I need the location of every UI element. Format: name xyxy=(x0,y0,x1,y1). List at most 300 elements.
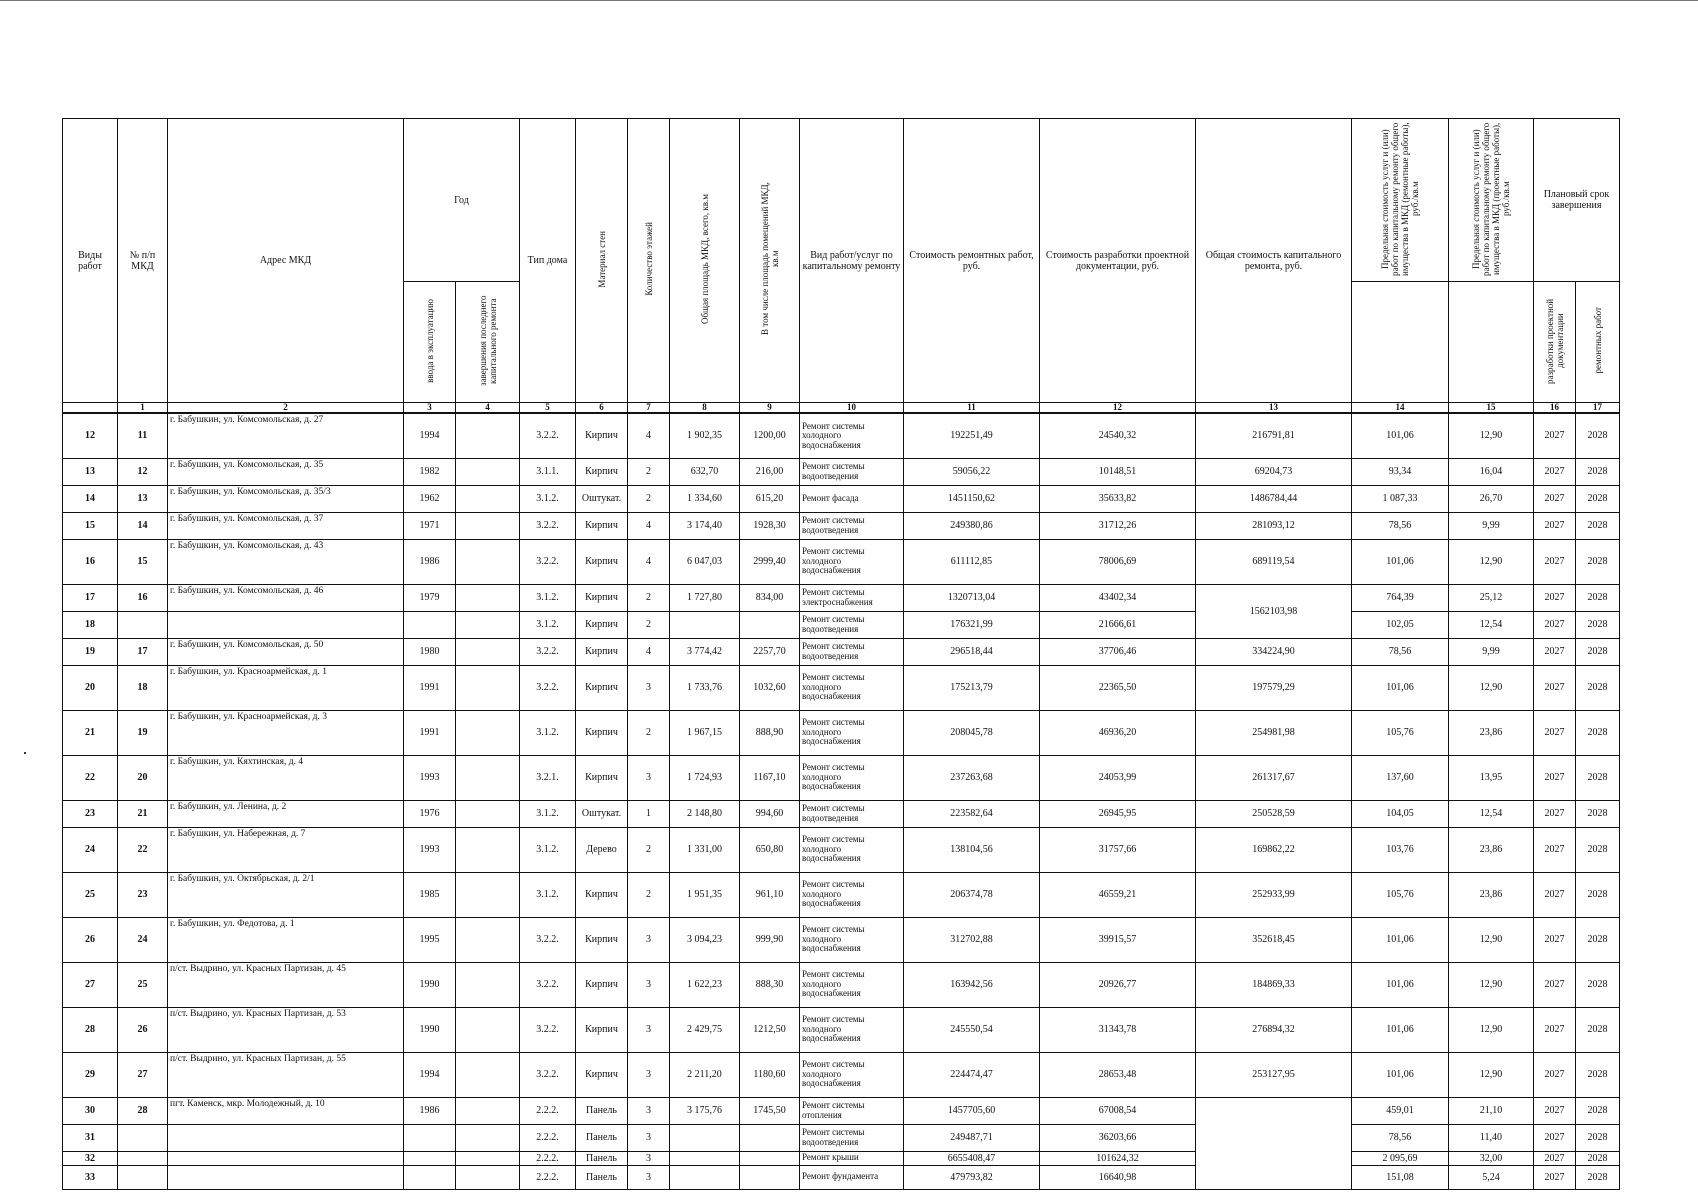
row-deadline-design: 2027 xyxy=(1534,755,1576,800)
row-area-rooms: 994,60 xyxy=(740,800,800,827)
row-deadline-design: 2027 xyxy=(1534,710,1576,755)
row-address xyxy=(168,1151,404,1165)
row-cost-design: 78006,69 xyxy=(1040,539,1196,584)
row-floors: 2 xyxy=(628,611,670,638)
row-house-type: 3.1.2. xyxy=(520,800,576,827)
row-cost-design: 31757,66 xyxy=(1040,827,1196,872)
row-deadline-design: 2027 xyxy=(1534,1052,1576,1097)
row-material: Кирпич xyxy=(576,638,628,665)
table-row xyxy=(63,539,1620,584)
row-area-rooms: 2999,40 xyxy=(740,539,800,584)
row-year-last-repair xyxy=(456,1124,520,1151)
row-year-commission: 1979 xyxy=(404,584,456,611)
col-number: 10 xyxy=(800,403,904,414)
row-cost-repair: 163942,56 xyxy=(904,962,1040,1007)
row-floors: 2 xyxy=(628,827,670,872)
row-work: Ремонт системы холодного водоснабжения xyxy=(800,710,904,755)
row-work: Ремонт системы водоотведения xyxy=(800,458,904,485)
row-year-commission: 1990 xyxy=(404,962,456,1007)
row-cost-total: 334224,90 xyxy=(1196,638,1352,665)
row-area-rooms: 216,00 xyxy=(740,458,800,485)
row-area-total xyxy=(670,1151,740,1165)
row-material: Дерево xyxy=(576,827,628,872)
row-work: Ремонт системы холодного водоснабжения xyxy=(800,1007,904,1052)
row-area-rooms: 1167,10 xyxy=(740,755,800,800)
row-floors: 3 xyxy=(628,755,670,800)
header-deadline-design: разработки проектной документации xyxy=(1534,282,1576,403)
row-address: пгт. Каменск, мкр. Молодежный, д. 10 xyxy=(168,1097,404,1124)
row-year-last-repair xyxy=(456,1165,520,1189)
row-deadline-design: 2027 xyxy=(1534,872,1576,917)
row-year-last-repair xyxy=(456,962,520,1007)
row-year-commission: 1976 xyxy=(404,800,456,827)
row-house-type: 2.2.2. xyxy=(520,1097,576,1124)
header-limit-repair: Предельная стоимость услуг и (или) работ по капитальному ремонту общего имущества в МКД (ремонтные работы), руб./кв.м xyxy=(1352,119,1449,282)
row-deadline-repair: 2028 xyxy=(1576,917,1620,962)
row-year-last-repair xyxy=(456,755,520,800)
row-limit-design: 12,90 xyxy=(1449,665,1534,710)
row-house-type: 3.2.2. xyxy=(520,917,576,962)
row-deadline-design: 2027 xyxy=(1534,1165,1576,1189)
row-cost-repair: 175213,79 xyxy=(904,665,1040,710)
row-floors: 3 xyxy=(628,917,670,962)
row-limit-repair: 105,76 xyxy=(1352,872,1449,917)
row-floors: 3 xyxy=(628,1151,670,1165)
row-work: Ремонт системы холодного водоснабжения xyxy=(800,962,904,1007)
row-limit-design: 12,54 xyxy=(1449,611,1534,638)
row-cost-design: 31712,26 xyxy=(1040,512,1196,539)
row-limit-design: 5,24 xyxy=(1449,1165,1534,1189)
row-house-type: 2.2.2. xyxy=(520,1165,576,1189)
row-work: Ремонт системы водоотведения xyxy=(800,638,904,665)
row-deadline-design: 2027 xyxy=(1534,827,1576,872)
table-row xyxy=(63,1151,1620,1165)
header-work: Вид работ/услуг по капитальному ремонту xyxy=(800,119,904,403)
header-year: Год xyxy=(404,119,520,282)
row-deadline-repair: 2028 xyxy=(1576,413,1620,458)
row-area-rooms: 2257,70 xyxy=(740,638,800,665)
row-address: г. Бабушкин, ул. Комсомольская, д. 37 xyxy=(168,512,404,539)
row-deadline-design: 2027 xyxy=(1534,1124,1576,1151)
header-house-type: Тип дома xyxy=(520,119,576,403)
row-area-total: 1 331,00 xyxy=(670,827,740,872)
table-row xyxy=(63,485,1620,512)
row-floors: 2 xyxy=(628,710,670,755)
row-area-total: 2 148,80 xyxy=(670,800,740,827)
row-floors: 2 xyxy=(628,584,670,611)
row-year-last-repair xyxy=(456,872,520,917)
row-deadline-design: 2027 xyxy=(1534,665,1576,710)
row-cost-total: 281093,12 xyxy=(1196,512,1352,539)
row-limit-design: 12,90 xyxy=(1449,413,1534,458)
col-number: 3 xyxy=(404,403,456,414)
row-cost-total: 197579,29 xyxy=(1196,665,1352,710)
row-limit-design: 23,86 xyxy=(1449,827,1534,872)
table-row xyxy=(63,800,1620,827)
row-area-rooms: 999,90 xyxy=(740,917,800,962)
row-cost-total: 689119,54 xyxy=(1196,539,1352,584)
row-house-type: 2.2.2. xyxy=(520,1124,576,1151)
row-vid: 15 xyxy=(63,512,118,539)
table-row xyxy=(63,872,1620,917)
scan-dot xyxy=(24,752,26,754)
row-deadline-design: 2027 xyxy=(1534,1097,1576,1124)
row-deadline-design: 2027 xyxy=(1534,611,1576,638)
row-house-type: 3.2.2. xyxy=(520,512,576,539)
row-limit-design: 12,90 xyxy=(1449,1007,1534,1052)
row-year-commission: 1994 xyxy=(404,1052,456,1097)
row-deadline-repair: 2028 xyxy=(1576,512,1620,539)
row-limit-repair: 105,76 xyxy=(1352,710,1449,755)
row-cost-repair: 479793,82 xyxy=(904,1165,1040,1189)
row-year-commission: 1985 xyxy=(404,872,456,917)
row-area-total: 6 047,03 xyxy=(670,539,740,584)
row-vid: 21 xyxy=(63,710,118,755)
row-area-total: 3 094,23 xyxy=(670,917,740,962)
row-num: 27 xyxy=(118,1052,168,1097)
row-cost-total: 184869,33 xyxy=(1196,962,1352,1007)
header-cost-design: Стоимость разработки проектной документации, руб. xyxy=(1040,119,1196,403)
row-area-total: 1 622,23 xyxy=(670,962,740,1007)
row-area-total: 1 967,15 xyxy=(670,710,740,755)
row-cost-design: 10148,51 xyxy=(1040,458,1196,485)
row-house-type: 2.2.2. xyxy=(520,1151,576,1165)
row-area-total: 3 174,40 xyxy=(670,512,740,539)
row-year-commission xyxy=(404,1124,456,1151)
row-cost-total: 261317,67 xyxy=(1196,755,1352,800)
row-vid: 27 xyxy=(63,962,118,1007)
row-material: Панель xyxy=(576,1165,628,1189)
header-floors: Количество этажей xyxy=(628,119,670,403)
row-cost-repair: 296518,44 xyxy=(904,638,1040,665)
col-number: 7 xyxy=(628,403,670,414)
row-vid: 31 xyxy=(63,1124,118,1151)
row-cost-repair: 208045,78 xyxy=(904,710,1040,755)
row-cost-repair: 6655408,47 xyxy=(904,1151,1040,1165)
row-cost-repair: 1451150,62 xyxy=(904,485,1040,512)
table-row xyxy=(63,1007,1620,1052)
table-row xyxy=(63,1052,1620,1097)
table-row xyxy=(63,611,1620,638)
row-cost-design: 35633,82 xyxy=(1040,485,1196,512)
row-house-type: 3.1.2. xyxy=(520,827,576,872)
row-cost-repair: 206374,78 xyxy=(904,872,1040,917)
row-house-type: 3.1.2. xyxy=(520,710,576,755)
row-year-last-repair xyxy=(456,827,520,872)
table-row xyxy=(63,638,1620,665)
row-material: Панель xyxy=(576,1151,628,1165)
row-deadline-repair: 2028 xyxy=(1576,1124,1620,1151)
row-material: Кирпич xyxy=(576,584,628,611)
row-area-total xyxy=(670,611,740,638)
col-number: 14 xyxy=(1352,403,1449,414)
row-vid: 28 xyxy=(63,1007,118,1052)
row-area-rooms: 615,20 xyxy=(740,485,800,512)
row-num: 19 xyxy=(118,710,168,755)
row-limit-repair: 101,06 xyxy=(1352,962,1449,1007)
row-vid: 19 xyxy=(63,638,118,665)
row-year-commission: 1986 xyxy=(404,1097,456,1124)
row-address: п/ст. Выдрино, ул. Красных Партизан, д. 53 xyxy=(168,1007,404,1052)
row-floors: 2 xyxy=(628,485,670,512)
row-deadline-repair: 2028 xyxy=(1576,638,1620,665)
row-vid: 25 xyxy=(63,872,118,917)
row-area-total xyxy=(670,1124,740,1151)
row-address: г. Бабушкин, ул. Ленина, д. 2 xyxy=(168,800,404,827)
row-num: 23 xyxy=(118,872,168,917)
table-row xyxy=(63,512,1620,539)
row-limit-design: 9,99 xyxy=(1449,638,1534,665)
row-deadline-repair: 2028 xyxy=(1576,827,1620,872)
row-limit-repair: 459,01 xyxy=(1352,1097,1449,1124)
row-area-rooms xyxy=(740,1165,800,1189)
row-limit-repair: 78,56 xyxy=(1352,512,1449,539)
header-year-commission: ввода в эксплуатацию xyxy=(404,282,456,403)
row-cost-total: 69204,73 xyxy=(1196,458,1352,485)
header-limit-repair-sub xyxy=(1352,282,1449,403)
row-num: 11 xyxy=(118,413,168,458)
row-limit-repair: 78,56 xyxy=(1352,1124,1449,1151)
row-house-type: 3.2.2. xyxy=(520,539,576,584)
row-material: Кирпич xyxy=(576,413,628,458)
row-cost-design: 16640,98 xyxy=(1040,1165,1196,1189)
row-work: Ремонт системы водоотведения xyxy=(800,611,904,638)
row-limit-repair: 103,76 xyxy=(1352,827,1449,872)
col-number: 8 xyxy=(670,403,740,414)
row-vid: 23 xyxy=(63,800,118,827)
row-vid: 24 xyxy=(63,827,118,872)
row-cost-design: 28653,48 xyxy=(1040,1052,1196,1097)
row-num: 13 xyxy=(118,485,168,512)
row-cost-repair: 59056,22 xyxy=(904,458,1040,485)
row-material: Кирпич xyxy=(576,512,628,539)
table-row xyxy=(63,584,1620,611)
row-limit-repair: 1 087,33 xyxy=(1352,485,1449,512)
row-limit-repair: 102,05 xyxy=(1352,611,1449,638)
row-area-rooms: 888,90 xyxy=(740,710,800,755)
row-material: Кирпич xyxy=(576,1052,628,1097)
row-work: Ремонт системы водоотведения xyxy=(800,1124,904,1151)
row-limit-design: 21,10 xyxy=(1449,1097,1534,1124)
row-area-rooms: 961,10 xyxy=(740,872,800,917)
row-floors: 4 xyxy=(628,638,670,665)
header-deadline: Плановый срок завершения xyxy=(1534,119,1620,282)
row-floors: 2 xyxy=(628,872,670,917)
row-cost-design: 39915,57 xyxy=(1040,917,1196,962)
row-year-commission xyxy=(404,1151,456,1165)
col-number: 16 xyxy=(1534,403,1576,414)
row-num: 22 xyxy=(118,827,168,872)
row-work: Ремонт системы холодного водоснабжения xyxy=(800,917,904,962)
table-row xyxy=(63,665,1620,710)
row-num: 18 xyxy=(118,665,168,710)
row-floors: 4 xyxy=(628,512,670,539)
row-material: Кирпич xyxy=(576,539,628,584)
row-vid: 17 xyxy=(63,584,118,611)
row-num: 16 xyxy=(118,584,168,611)
row-cost-repair: 224474,47 xyxy=(904,1052,1040,1097)
row-address: г. Бабушкин, ул. Комсомольская, д. 27 xyxy=(168,413,404,458)
row-material: Кирпич xyxy=(576,458,628,485)
row-deadline-repair: 2028 xyxy=(1576,665,1620,710)
row-address: г. Бабушкин, ул. Красноармейская, д. 3 xyxy=(168,710,404,755)
col-number: 5 xyxy=(520,403,576,414)
row-year-last-repair xyxy=(456,710,520,755)
row-deadline-design: 2027 xyxy=(1534,1007,1576,1052)
row-year-last-repair xyxy=(456,539,520,584)
row-area-total: 3 774,42 xyxy=(670,638,740,665)
row-area-rooms: 1212,50 xyxy=(740,1007,800,1052)
row-address: г. Бабушкин, ул. Комсомольская, д. 43 xyxy=(168,539,404,584)
row-vid: 18 xyxy=(63,611,118,638)
col-number: 1 xyxy=(118,403,168,414)
row-deadline-design: 2027 xyxy=(1534,413,1576,458)
row-material: Кирпич xyxy=(576,917,628,962)
top-border-line xyxy=(0,0,1698,1)
header-cost-repair: Стоимость ремонтных работ, руб. xyxy=(904,119,1040,403)
row-material: Кирпич xyxy=(576,755,628,800)
row-num: 12 xyxy=(118,458,168,485)
row-area-rooms xyxy=(740,611,800,638)
row-num: 21 xyxy=(118,800,168,827)
row-deadline-design: 2027 xyxy=(1534,584,1576,611)
row-cost-design: 46559,21 xyxy=(1040,872,1196,917)
row-house-type: 3.2.2. xyxy=(520,413,576,458)
row-address: г. Бабушкин, ул. Комсомольская, д. 50 xyxy=(168,638,404,665)
table-row xyxy=(63,458,1620,485)
row-work: Ремонт фасада xyxy=(800,485,904,512)
row-cost-repair: 223582,64 xyxy=(904,800,1040,827)
row-limit-repair: 101,06 xyxy=(1352,665,1449,710)
header-limit-design: Предельная стоимость услуг и (или) работ по капитальному ремонту общего имущества в МКД (проектные работы), руб./кв.м xyxy=(1449,119,1534,282)
row-limit-repair: 2 095,69 xyxy=(1352,1151,1449,1165)
row-house-type: 3.2.2. xyxy=(520,1007,576,1052)
row-area-total: 2 211,20 xyxy=(670,1052,740,1097)
row-cost-total: 1486784,44 xyxy=(1196,485,1352,512)
row-year-commission: 1991 xyxy=(404,665,456,710)
row-deadline-repair: 2028 xyxy=(1576,710,1620,755)
row-limit-design: 26,70 xyxy=(1449,485,1534,512)
row-year-commission: 1993 xyxy=(404,827,456,872)
row-area-total: 632,70 xyxy=(670,458,740,485)
row-deadline-design: 2027 xyxy=(1534,485,1576,512)
row-cost-design: 67008,54 xyxy=(1040,1097,1196,1124)
row-limit-repair: 104,05 xyxy=(1352,800,1449,827)
row-area-rooms: 888,30 xyxy=(740,962,800,1007)
row-floors: 4 xyxy=(628,413,670,458)
row-house-type: 3.1.1. xyxy=(520,458,576,485)
row-year-commission xyxy=(404,1165,456,1189)
row-floors: 3 xyxy=(628,665,670,710)
row-material: Кирпич xyxy=(576,962,628,1007)
row-year-commission: 1991 xyxy=(404,710,456,755)
row-cost-repair: 192251,49 xyxy=(904,413,1040,458)
row-work: Ремонт крыши xyxy=(800,1151,904,1165)
row-floors: 1 xyxy=(628,800,670,827)
row-area-rooms: 1928,30 xyxy=(740,512,800,539)
row-address: г. Бабушкин, ул. Федотова, д. 1 xyxy=(168,917,404,962)
row-work: Ремонт системы отопления xyxy=(800,1097,904,1124)
row-year-last-repair xyxy=(456,638,520,665)
row-house-type: 3.2.2. xyxy=(520,638,576,665)
row-year-last-repair xyxy=(456,458,520,485)
row-floors: 3 xyxy=(628,1007,670,1052)
row-deadline-design: 2027 xyxy=(1534,800,1576,827)
row-deadline-design: 2027 xyxy=(1534,512,1576,539)
col-number: 2 xyxy=(168,403,404,414)
row-cost-total: 250528,59 xyxy=(1196,800,1352,827)
row-material: Кирпич xyxy=(576,665,628,710)
row-area-total: 1 902,35 xyxy=(670,413,740,458)
row-cost-design: 24540,32 xyxy=(1040,413,1196,458)
row-area-rooms: 834,00 xyxy=(740,584,800,611)
row-cost-total: 352618,45 xyxy=(1196,917,1352,962)
row-deadline-repair: 2028 xyxy=(1576,1151,1620,1165)
row-area-total: 1 727,80 xyxy=(670,584,740,611)
row-house-type: 3.2.1. xyxy=(520,755,576,800)
row-deadline-design: 2027 xyxy=(1534,1151,1576,1165)
row-deadline-repair: 2028 xyxy=(1576,611,1620,638)
row-deadline-repair: 2028 xyxy=(1576,962,1620,1007)
capital-repair-table xyxy=(62,118,1620,1190)
row-num xyxy=(118,611,168,638)
row-vid: 29 xyxy=(63,1052,118,1097)
row-area-rooms xyxy=(740,1151,800,1165)
row-num xyxy=(118,1124,168,1151)
row-num xyxy=(118,1151,168,1165)
row-limit-design: 12,90 xyxy=(1449,1052,1534,1097)
row-cost-design: 24053,99 xyxy=(1040,755,1196,800)
row-cost-design: 20926,77 xyxy=(1040,962,1196,1007)
row-deadline-repair: 2028 xyxy=(1576,1097,1620,1124)
row-floors: 3 xyxy=(628,962,670,1007)
table-row xyxy=(63,1097,1620,1124)
row-vid: 20 xyxy=(63,665,118,710)
row-work: Ремонт системы холодного водоснабжения xyxy=(800,1052,904,1097)
table-row xyxy=(63,1124,1620,1151)
header-deadline-repair: ремонтных работ xyxy=(1576,282,1620,403)
row-year-last-repair xyxy=(456,1151,520,1165)
row-area-total: 1 951,35 xyxy=(670,872,740,917)
row-deadline-design: 2027 xyxy=(1534,962,1576,1007)
row-deadline-repair: 2028 xyxy=(1576,458,1620,485)
row-cost-total: 169862,22 xyxy=(1196,827,1352,872)
header-limit-design-sub xyxy=(1449,282,1534,403)
row-num: 15 xyxy=(118,539,168,584)
row-area-rooms: 1032,60 xyxy=(740,665,800,710)
row-address: г. Бабушкин, ул. Красноармейская, д. 1 xyxy=(168,665,404,710)
header-area-rooms: В том числе площадь помещений МКД, кв.м xyxy=(740,119,800,403)
col-number: 17 xyxy=(1576,403,1620,414)
row-area-rooms: 1180,60 xyxy=(740,1052,800,1097)
col-number: 15 xyxy=(1449,403,1534,414)
header-address: Адрес МКД xyxy=(168,119,404,403)
row-area-total: 1 724,93 xyxy=(670,755,740,800)
row-year-last-repair xyxy=(456,512,520,539)
row-limit-repair: 151,08 xyxy=(1352,1165,1449,1189)
row-address xyxy=(168,1124,404,1151)
row-deadline-design: 2027 xyxy=(1534,638,1576,665)
row-limit-design: 23,86 xyxy=(1449,872,1534,917)
col-number: 13 xyxy=(1196,403,1352,414)
row-deadline-repair: 2028 xyxy=(1576,872,1620,917)
row-cost-repair: 312702,88 xyxy=(904,917,1040,962)
row-deadline-repair: 2028 xyxy=(1576,1052,1620,1097)
row-cost-repair: 1457705,60 xyxy=(904,1097,1040,1124)
row-limit-design: 32,00 xyxy=(1449,1151,1534,1165)
row-floors: 3 xyxy=(628,1124,670,1151)
row-cost-total: 276894,32 xyxy=(1196,1007,1352,1052)
